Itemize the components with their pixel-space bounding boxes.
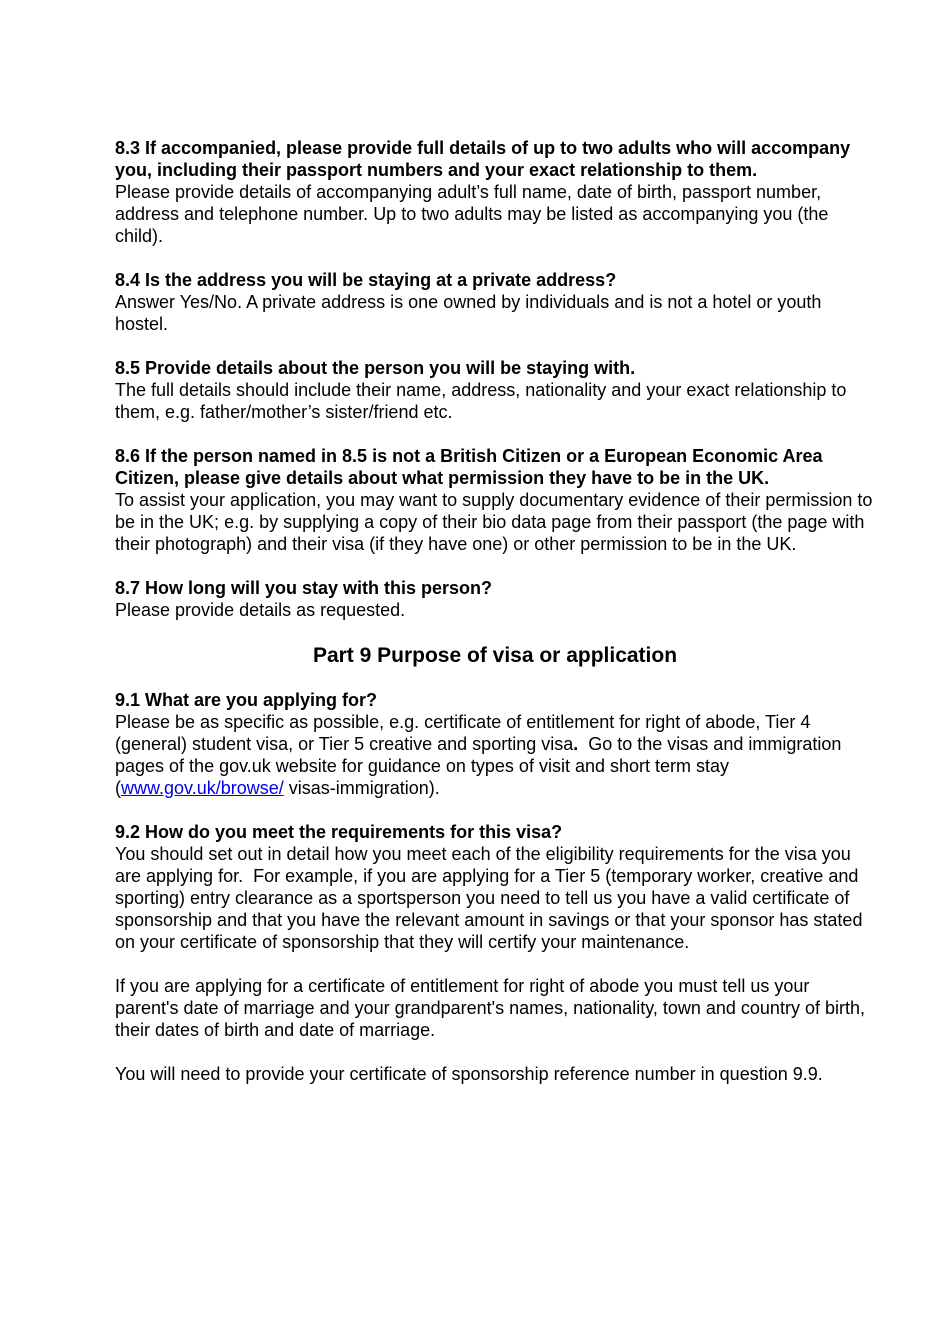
question-guidance: Please provide details of accompanying adult’s full name, date of birth, passport number, address and telephone number. Up to two adults may be listed as accompanying you (the child).: [115, 182, 829, 246]
question-heading: 9.2 How do you meet the requirements for this visa?: [115, 822, 563, 842]
guidance-paragraph: You should set out in detail how you meet each of the eligibility requirements for the visa you are applying for. For example, if you are applying for a Tier 5 (temporary worker, creative and sporting) entry clearance as a sportsperson you need to tell us you have a valid certificate of sponsorship and that you have the relevant amount in savings or that your sponsor has stated on your certificate of sponsorship that they will certify your maintenance.: [115, 844, 868, 952]
question-heading: 8.7 How long will you stay with this person?: [115, 578, 493, 598]
section-8-5: [115, 357, 875, 423]
question-guidance: To assist your application, you may want to supply documentary evidence of their permission to be in the UK; e.g. by supplying a copy of their bio data page from their passport (the page with their photograph) and their visa (if they have one) or other permission to be in the UK.: [115, 490, 873, 554]
guidance-paragraph: If you are applying for a certificate of entitlement for right of abode you must tell us your parent's date of marriage and your grandparent's names, nationality, town and country of birth, their dates of birth and date of marriage.: [115, 976, 865, 1040]
question-heading: 8.5 Provide details about the person you will be staying with.: [115, 358, 636, 378]
guidance-text: Please be as specific as possible, e.g. certificate of entitlement for right of abode, Tier 4 (general) student visa, or Tier 5 creative and sporting visa: [115, 712, 811, 754]
question-heading: 8.6 If the person named in 8.5 is not a British Citizen or a European Economic Area Citizen, please give details about what permission they have to be in the UK.: [115, 446, 823, 488]
question-heading: 8.3 If accompanied, please provide full details of up to two adults who will accompany you, including their passport numbers and your exact relationship to them.: [115, 138, 851, 180]
question-guidance: The full details should include their name, address, nationality and your exact relationship to them, e.g. father/mother’s sister/friend etc.: [115, 380, 847, 422]
guidance-text: visas-immigration).: [283, 778, 440, 798]
question-guidance: Please provide details as requested.: [115, 600, 406, 620]
question-heading: 9.1 What are you applying for?: [115, 690, 378, 710]
document-page: [115, 137, 875, 1107]
part-title: Part 9 Purpose of visa or application: [312, 644, 678, 667]
gov-uk-link[interactable]: www.gov.uk/browse/: [121, 778, 284, 798]
question-guidance: Answer Yes/No. A private address is one owned by individuals and is not a hotel or youth hostel.: [115, 292, 822, 334]
guidance-bold-period: .: [573, 734, 579, 754]
section-9-2: [115, 821, 875, 1085]
question-heading: 8.4 Is the address you will be staying at a private address?: [115, 270, 617, 290]
section-9-1: [115, 689, 875, 799]
section-8-3: [115, 137, 875, 247]
question-guidance: [115, 711, 875, 799]
guidance-text: Go to the visas and immigration pages of the gov.uk website for guidance on types of visit and short term stay (: [115, 734, 847, 798]
section-8-4: [115, 269, 875, 335]
section-8-7: [115, 577, 875, 621]
section-8-6: [115, 445, 875, 555]
guidance-paragraph: You will need to provide your certificate of sponsorship reference number in question 9.9.: [115, 1064, 823, 1084]
